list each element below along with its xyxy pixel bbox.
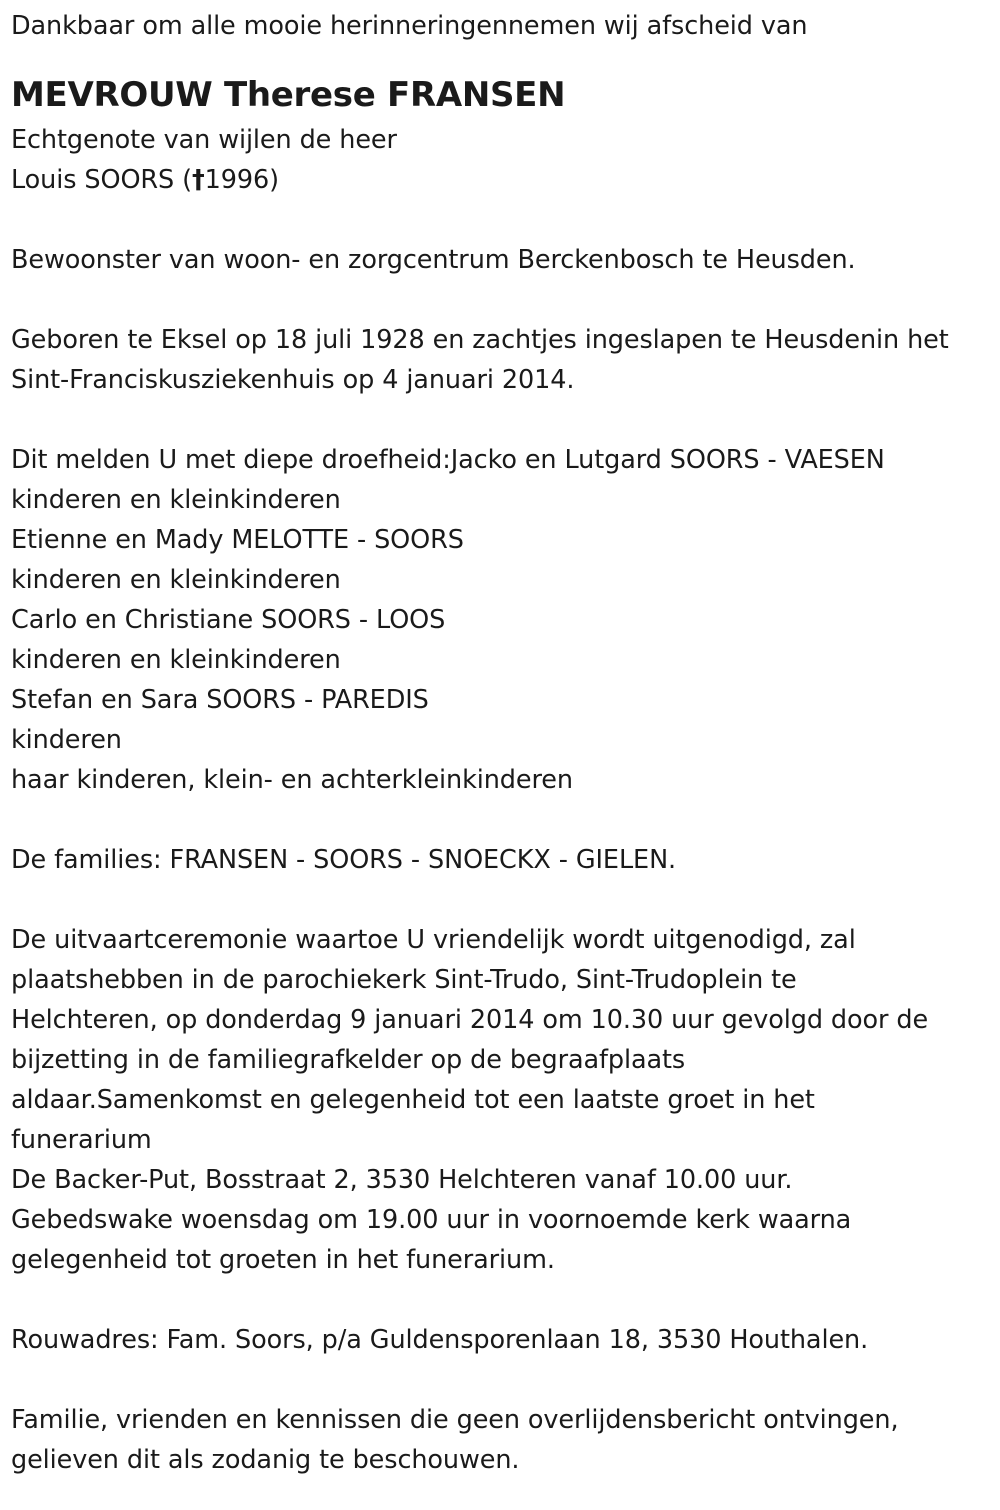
mourners-list (11, 440, 991, 800)
ceremony-line: De uitvaartceremonie waartoe U vriendelijk wordt uitgenodigd, zal (11, 925, 856, 955)
ceremony-details (11, 920, 991, 1280)
spacer (11, 400, 991, 440)
cross-icon: † (192, 165, 205, 195)
mourner-line: kinderen en kleinkinderen (11, 485, 341, 515)
spacer (11, 800, 991, 840)
spouse-death-year: 1996) (204, 165, 280, 195)
closing-line: gelieven dit als zodanig te beschouwen. (11, 1445, 520, 1475)
ceremony-line: plaatshebben in de parochiekerk Sint-Trudo, Sint-Trudoplein te (11, 965, 797, 995)
deceased-name: MEVROUW Therese FRANSEN (11, 75, 566, 115)
mourner-line: Dit melden U met diepe droefheid:Jacko en Lutgard SOORS - VAESEN (11, 445, 885, 475)
spacer (11, 46, 991, 70)
ceremony-line: De Backer-Put, Bosstraat 2, 3530 Helchteren vanaf 10.00 uur. (11, 1165, 793, 1195)
intro-text: Dankbaar om alle mooie herinneringennemen wij afscheid van (11, 11, 808, 41)
spacer (11, 1360, 991, 1400)
ceremony-line: funerarium (11, 1125, 152, 1155)
mourner-line: kinderen en kleinkinderen (11, 645, 341, 675)
spacer (11, 880, 991, 920)
mourner-line: Carlo en Christiane SOORS - LOOS (11, 605, 446, 635)
mourning-address: Rouwadres: Fam. Soors, p/a Guldensporenlaan 18, 3530 Houthalen. (11, 1325, 869, 1355)
mourner-line: haar kinderen, klein- en achterkleinkinderen (11, 765, 573, 795)
ceremony-line: aldaar.Samenkomst en gelegenheid tot een laatste groet in het (11, 1085, 815, 1115)
birth-line-1: Geboren te Eksel op 18 juli 1928 en zachtjes ingeslapen te Heusdenin het (11, 325, 949, 355)
spacer (11, 200, 991, 240)
spouse-line-2 (11, 160, 991, 200)
mourner-line: Stefan en Sara SOORS - PAREDIS (11, 685, 429, 715)
ceremony-line: Gebedswake woensdag om 19.00 uur in voornoemde kerk waarna (11, 1205, 852, 1235)
closing-line: Familie, vrienden en kennissen die geen overlijdensbericht ontvingen, (11, 1405, 899, 1435)
residence-text: Bewoonster van woon- en zorgcentrum Berckenbosch te Heusden. (11, 245, 856, 275)
mourner-line: kinderen en kleinkinderen (11, 565, 341, 595)
spacer (11, 280, 991, 320)
obituary-notice (11, 6, 991, 1480)
birth-line-2: Sint-Franciskusziekenhuis op 4 januari 2014. (11, 365, 575, 395)
mourner-line: Etienne en Mady MELOTTE - SOORS (11, 525, 464, 555)
ceremony-line: Helchteren, op donderdag 9 januari 2014 om 10.30 uur gevolgd door de (11, 1005, 929, 1035)
spouse-name: Louis SOORS ( (11, 165, 192, 195)
spouse-line-1: Echtgenote van wijlen de heer (11, 125, 397, 155)
spacer (11, 1280, 991, 1320)
families-text: De families: FRANSEN - SOORS - SNOECKX - GIELEN. (11, 845, 677, 875)
ceremony-line: bijzetting in de familiegrafkelder op de begraafplaats (11, 1045, 686, 1075)
mourner-line: kinderen (11, 725, 122, 755)
ceremony-line: gelegenheid tot groeten in het funerarium. (11, 1245, 555, 1275)
